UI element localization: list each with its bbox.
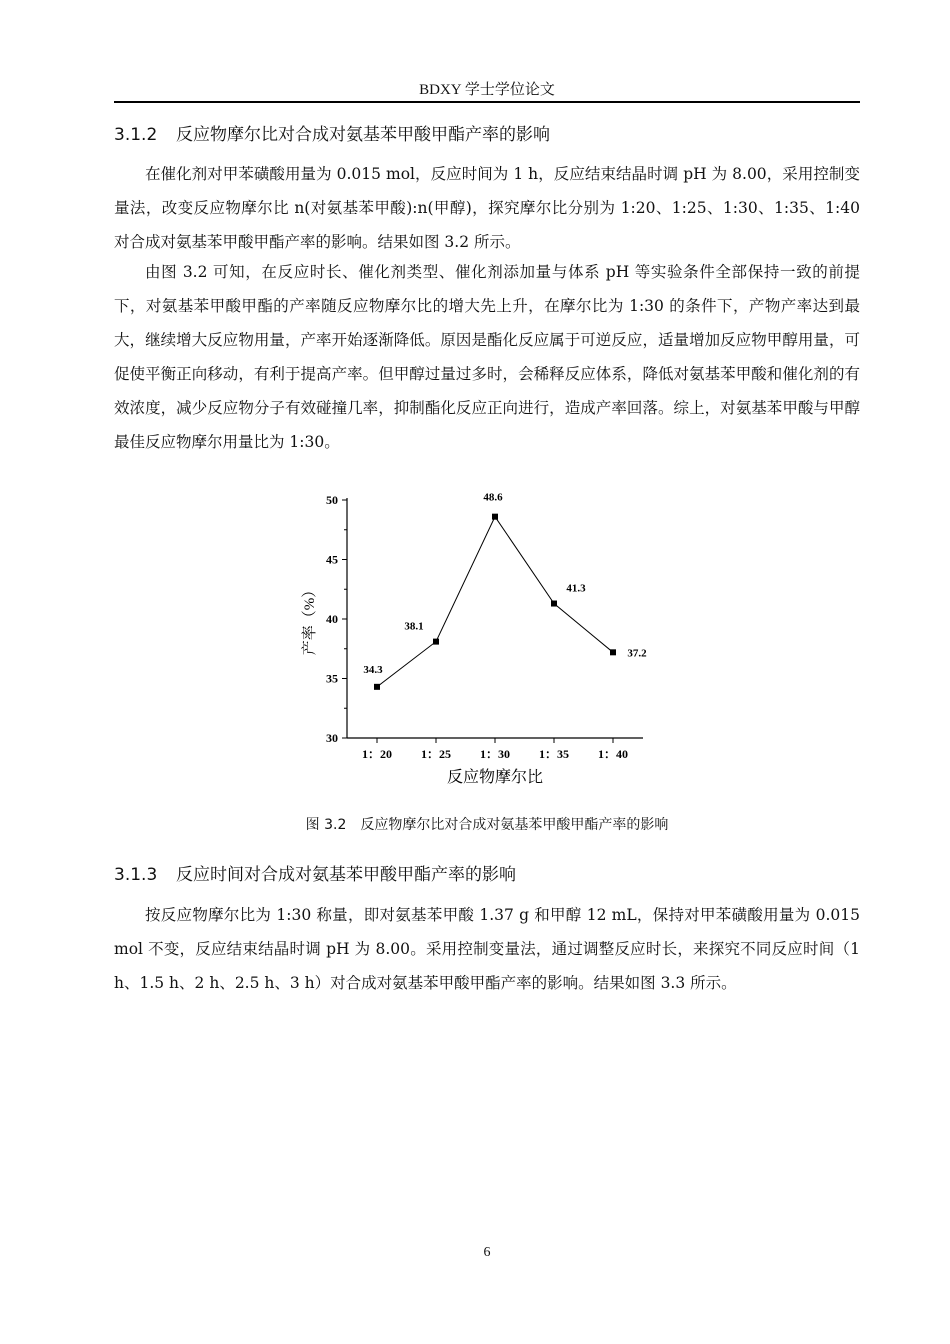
page-number: 6 (483, 1245, 491, 1260)
x-tick-label: 1：30 (479, 747, 511, 761)
x-tick-label: 1：20 (361, 747, 393, 761)
figure-caption (114, 814, 860, 834)
y-tick-label: 35 (326, 671, 338, 686)
paragraph-3: 按反应物摩尔比为 1:30 称量，即对氨基苯甲酸 1.37 g 和甲醇 12 mL，保持对甲苯磺酸用量为 0.015 mol 不变，反应结束结晶时调 pH 为 8.00。采用控制变量法，通过调整反应时长，来探究不同反应时间（1 h、1.5 h、2 h、2.5 h、3 h）对合成对氨基苯甲酸甲酯产率的影响。结果如图 3.3 所示。 (114, 906, 860, 992)
y-tick-label: 45 (326, 552, 338, 567)
x-tick-label: 1：35 (538, 747, 570, 761)
y-tick-label: 30 (326, 731, 338, 745)
section-number: 3.1.3 (114, 865, 158, 885)
paragraph-1: 在催化剂对甲苯磺酸用量为 0.015 mol，反应时间为 1 h，反应结束结晶时调 pH 为 8.00，采用控制变量法，改变反应物摩尔比 n(对氨基苯甲酸):n(甲醇)，探究摩尔比分别为 1:20、1:25、1:30、1:35、1:40 对合成对氨基苯甲酸甲酯产率的影响。结果如图 3.2 所示。 (114, 165, 860, 251)
data-point (374, 684, 380, 690)
section-heading-3-1-3 (114, 860, 516, 885)
data-label: 37.2 (627, 647, 647, 660)
data-point (492, 514, 498, 520)
paragraph-2: 由图 3.2 可知，在反应时长、催化剂类型、催化剂添加量与体系 pH 等实验条件全部保持一致的前提下，对氨基苯甲酸甲酯的产率随反应物摩尔比的增大先上升，在摩尔比为 1:30 的条件下，产物产率达到最大，继续增大反应物用量，产率开始逐渐降低。原因是酯化反应属于可逆反应，适量增加反应物甲醇用量，可促使平衡正向移动，有利于提高产率。但甲醇过量过多时，会稀释反应体系，降低对氨基苯甲酸和催化剂的有效浓度，减少反应物分子有效碰撞几率，抑制酯化反应正向进行，造成产率回落。综上，对氨基苯甲酸与甲醇最佳反应物摩尔用量比为 1:30。 (114, 263, 860, 451)
section-heading-3-1-2 (114, 120, 550, 145)
section-number: 3.1.2 (114, 125, 158, 145)
data-label: 38.1 (404, 620, 424, 633)
data-point (551, 601, 557, 607)
figure-3-2 (290, 486, 660, 796)
data-label: 41.3 (566, 582, 586, 595)
data-point (610, 649, 616, 655)
yield-line-chart (290, 486, 660, 796)
header-rule (114, 101, 860, 103)
x-tick-label: 1：25 (420, 747, 452, 761)
figure-number: 图 3.2 (305, 817, 347, 833)
figure-caption-text: 反应物摩尔比对合成对氨基苯甲酸甲酯产率的影响 (360, 817, 669, 833)
x-tick-label: 1：40 (597, 747, 629, 761)
section-title: 反应时间对合成对氨基苯甲酸甲酯产率的影响 (176, 865, 516, 885)
y-tick-label: 50 (326, 493, 338, 507)
section-title: 反应物摩尔比对合成对氨基苯甲酸甲酯产率的影响 (176, 125, 550, 145)
data-label: 48.6 (483, 491, 503, 504)
data-label: 34.3 (363, 663, 383, 676)
series-line (377, 517, 613, 687)
x-axis-title: 反应物摩尔比 (446, 769, 544, 786)
y-axis-title: 产率（%） (302, 582, 318, 656)
y-tick-label: 40 (326, 612, 338, 626)
running-header: BDXY 学士学位论文 (419, 82, 555, 98)
data-point (433, 639, 439, 645)
